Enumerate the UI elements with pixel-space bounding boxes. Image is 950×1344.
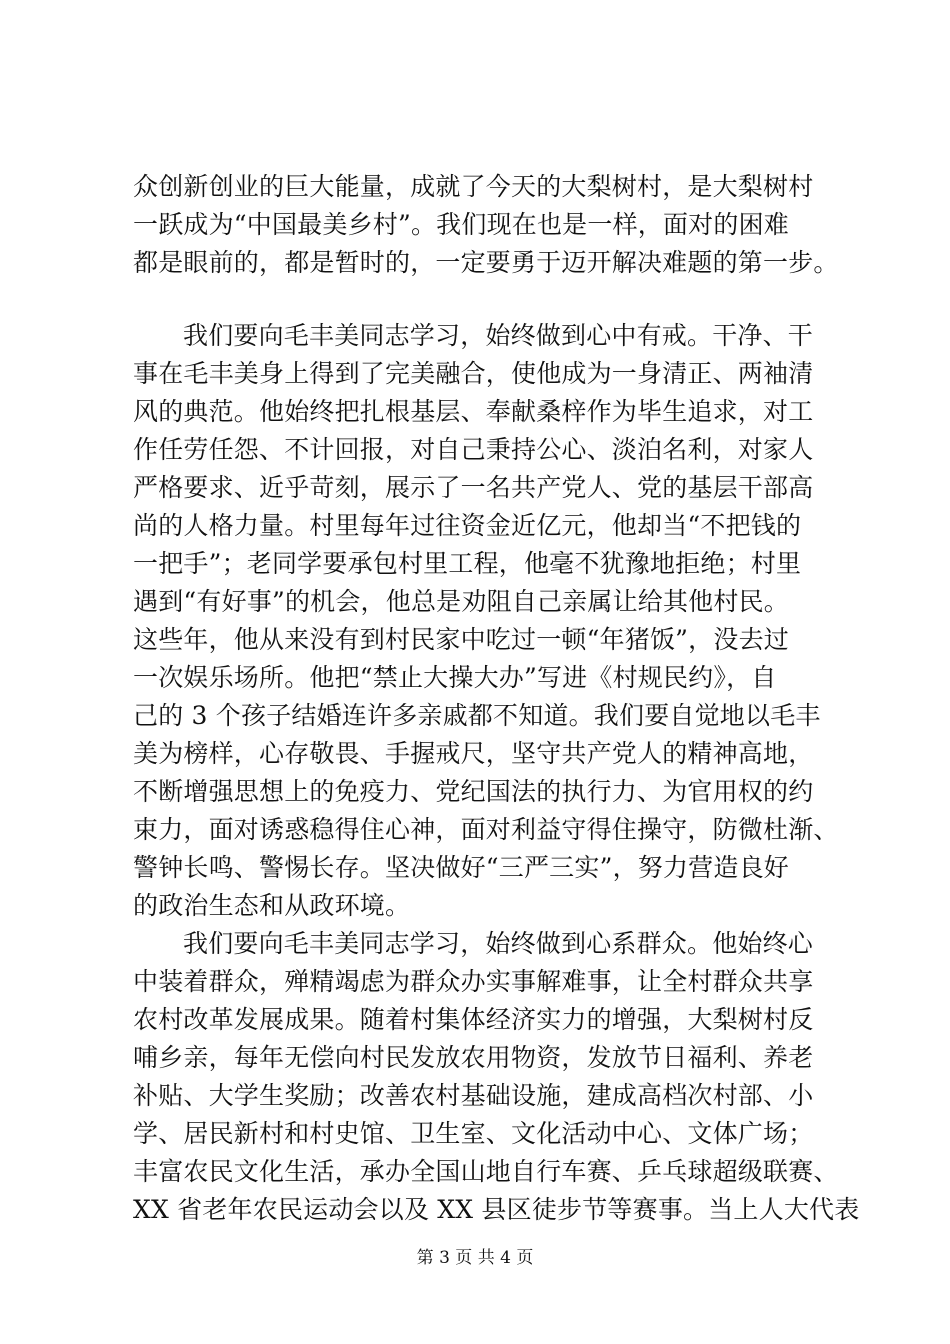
text-line: XX 省老年农民运动会以及 XX 县区徒步节等赛事。当上人大代表 xyxy=(133,1195,860,1224)
text-line: 我们要向毛丰美同志学习，始终做到心系群众。他始终心 xyxy=(183,929,814,958)
text-line: 不断增强思想上的免疫力、党纪国法的执行力、为官用权的约 xyxy=(133,777,814,806)
text-line: 丰富农民文化生活，承办全国山地自行车赛、乒乓球超级联赛、 xyxy=(133,1157,839,1186)
text-line: 作任劳任怨、不计回报，对自己秉持公心、淡泊名利，对家人 xyxy=(133,435,814,464)
text-line: 尚的人格力量。村里每年过往资金近亿元，他却当“不把钱的 xyxy=(133,511,802,540)
text-line: 一次娱乐场所。他把“禁止大操大办”写进《村规民约》，自 xyxy=(133,663,777,692)
text-line: 补贴、大学生奖励；改善农村基础设施，建成高档次村部、小 xyxy=(133,1081,814,1110)
text-line: 一把手”；老同学要承包村里工程，他毫不犹豫地拒绝；村里 xyxy=(133,549,802,578)
text-line: 风的典范。他始终把扎根基层、奉献桑梓作为毕生追求，对工 xyxy=(133,397,814,426)
text-line: 众创新创业的巨大能量，成就了今天的大梨树村，是大梨树村 xyxy=(133,172,814,201)
text-line: 遇到“有好事”的机会，他总是劝阻自己亲属让给其他村民。 xyxy=(133,587,789,616)
text-line: 束力，面对诱惑稳得住心神，面对利益守得住操守，防微杜渐、 xyxy=(133,815,839,844)
text-line: 都是眼前的，都是暂时的，一定要勇于迈开解决难题的第一步。 xyxy=(133,248,839,277)
text-line: 这些年，他从来没有到村民家中吃过一顿“年猪饭”，没去过 xyxy=(133,625,789,654)
text-line: 农村改革发展成果。随着村集体经济实力的增强，大梨树村反 xyxy=(133,1005,814,1034)
text-line: 事在毛丰美身上得到了完美融合，使他成为一身清正、两袖清 xyxy=(133,359,814,388)
text-line: 严格要求、近乎苛刻，展示了一名共产党人、党的基层干部高 xyxy=(133,473,814,502)
page-number-footer: 第 3 页 共 4 页 xyxy=(416,1248,534,1268)
text-line: 的政治生态和从政环境。 xyxy=(133,891,411,920)
text-line: 一跃成为“中国最美乡村”。我们现在也是一样，面对的困难 xyxy=(133,210,789,239)
text-line: 学、居民新村和村史馆、卫生室、文化活动中心、文体广场； xyxy=(133,1119,814,1148)
text-line: 哺乡亲，每年无偿向村民发放农用物资，发放节日福利、养老 xyxy=(133,1043,814,1072)
text-line: 中装着群众，殚精竭虑为群众办实事解难事，让全村群众共享 xyxy=(133,967,814,996)
text-line: 美为榜样，心存敬畏、手握戒尺，坚守共产党人的精神高地， xyxy=(133,739,814,768)
text-line: 警钟长鸣、警惕长存。坚决做好“三严三实”，努力营造良好 xyxy=(133,853,789,882)
text-line: 己的 3 个孩子结婚连许多亲戚都不知道。我们要自觉地以毛丰 xyxy=(133,701,821,730)
text-line: 我们要向毛丰美同志学习，始终做到心中有戒。干净、干 xyxy=(183,321,814,350)
